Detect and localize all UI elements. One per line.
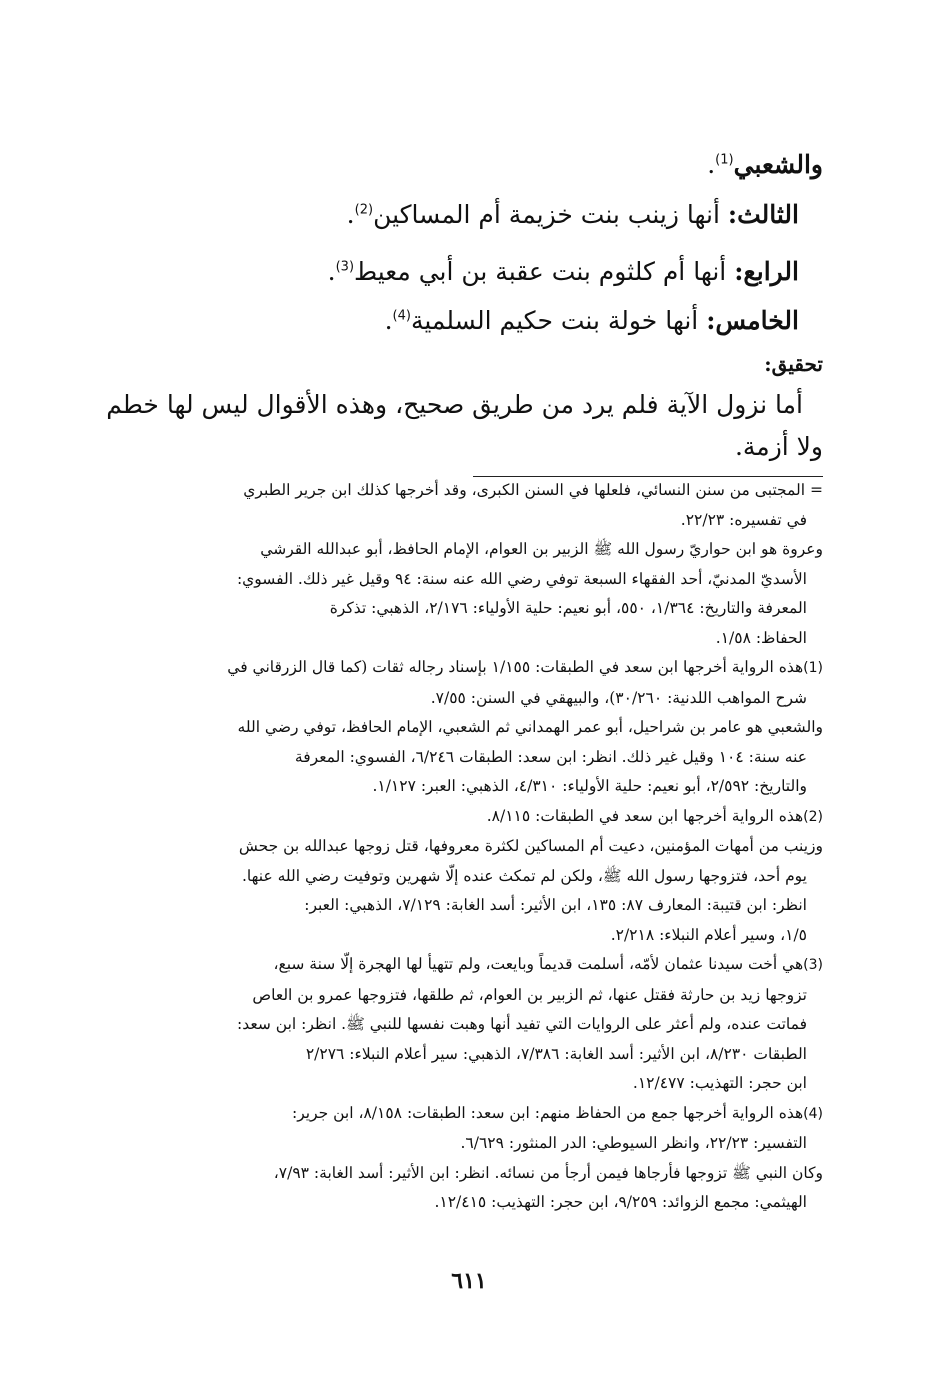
footnote-line: هذه الرواية أخرجها جمع من الحفاظ منهم: ابن سعد: الطبقات: ٨/١٥٨، ابن جرير: xyxy=(291,1103,804,1122)
footnote-line: والتاريخ: ٢/٥٩٢، أبو نعيم: حلية الأولياء: ٤/٣١٠، الذهبي: العبر: ١/١٢٧. xyxy=(372,777,807,795)
continuation-marker: = xyxy=(810,481,823,499)
footnote-ref[interactable]: (2) xyxy=(354,202,374,218)
line-end: . xyxy=(346,200,355,229)
footnote-ref[interactable]: (4) xyxy=(392,308,411,324)
footnote-line: هذه الرواية أخرجها ابن سعد في الطبقات: ٨/١١٥. xyxy=(486,806,804,825)
footnote-line: والشعبي هو عامر بن شراحيل، أبو عمر الهمداني ثم الشعبي، الإمام الحافظ، توفي رضي الله xyxy=(237,718,823,736)
line-label: الثالث: xyxy=(727,200,799,229)
footnote-line: فماتت عنده، ولم أعثر على الروايات التي تفيد أنها وهبت نفسها للنبي ﷺ. انظر: ابن سعد: xyxy=(237,1015,807,1033)
footnote-line: وزينب من أمهات المؤمنين، دعيت أم المساكين لكثرة معروفها، قتل زوجها عبدالله بن جحش xyxy=(238,837,823,855)
line-end: . xyxy=(384,306,393,335)
footnote-line: انظر: ابن قتيبة: المعارف ٨٧: ١٣٥، ابن الأثير: أسد الغابة: ٧/١٢٩، الذهبي: العبر: xyxy=(304,896,807,914)
footnote-number: (2) xyxy=(803,808,823,825)
footnote-number: (1) xyxy=(803,660,823,676)
line-end: . xyxy=(327,257,336,286)
line-label: الخامس: xyxy=(706,306,799,335)
footnote-line: يوم أحد، فتزوجها رسول الله ﷺ، ولكن لم تمكث عنده إلّا شهرين وتوفيت رضي الله عنها. xyxy=(241,866,807,885)
line-end: . xyxy=(707,150,716,179)
line-text: أنها أم كلثوم بنت عقبة بن أبي معيط xyxy=(354,257,735,286)
line-text: أنها زينب بنت خزيمة أم المساكين xyxy=(373,200,728,229)
footnote-number: (3) xyxy=(803,957,823,973)
footnote-1 xyxy=(135,653,823,802)
footnote-line: عنه سنة: ١٠٤ وقيل غير ذلك. انظر: ابن سعد: الطبقات ٦/٢٤٦، الفسوي: المعرفة xyxy=(294,747,807,766)
main-line-2 xyxy=(130,200,799,229)
main-line-3 xyxy=(130,257,799,286)
footnote-line: شرح المواهب اللدنية: ٣٠/٢٦٠)، والبيهقي في السنن: ٧/٥٥. xyxy=(430,688,807,707)
main-line-1 xyxy=(130,150,823,179)
footnote-line: ١/٥، وسير أعلام النبلاء: ٢/٢١٨. xyxy=(610,925,807,944)
footnote-line: وكان النبي ﷺ تزوجها فأرجاها فيمن أرجأ من نسائه. انظر: ابن الأثير: أسد الغابة: ٧/٩٣، xyxy=(273,1163,823,1182)
line-label: الرابع: xyxy=(734,257,799,286)
footnote-line: المعرفة والتاريخ: ١/٣٦٤، ٥٥٠، أبو نعيم: حلية الأولياء: ٢/١٧٦، الذهبي: تذكرة xyxy=(329,599,807,617)
footnotes xyxy=(135,476,823,1218)
footnote-line: ابن حجر: التهذيب: ١٢/٤٧٧. xyxy=(632,1074,807,1092)
line-text: أنها خولة بنت حكيم السلمية xyxy=(410,306,707,335)
section-heading: تحقيق: xyxy=(764,352,823,376)
footnote-line: في تفسيره: ٢٢/٢٣. xyxy=(680,510,807,529)
page-number: ٦١١ xyxy=(451,1268,487,1294)
footnote-number: (4) xyxy=(803,1105,823,1122)
line-text: والشعبي xyxy=(733,150,823,179)
main-paragraph-line-2: ولا أزمة. xyxy=(734,432,823,461)
footnote-3 xyxy=(135,950,823,1099)
footnote-line: المجتبى من سنن النسائي، فلعلها في السنن الكبرى، وقد أخرجها كذلك ابن جرير الطبري xyxy=(243,481,806,499)
main-line-4 xyxy=(130,306,799,335)
footnote-line: الطبقات ٨/٢٣٠، ابن الأثير: أسد الغابة: ٧/٣٨٦، الذهبي: سير أعلام النبلاء: ٢/٢٧٦ xyxy=(305,1044,807,1063)
footnote-line: وعروة هو ابن حواريّ رسول الله ﷺ الزبير بن العوام، الإمام الحافظ، أبو عبدالله القرشي xyxy=(260,540,823,558)
footnote-2 xyxy=(135,802,823,951)
footnote-line: الحفاظ: ١/٥٨. xyxy=(715,628,807,647)
footnote-line: تزوجها زيد بن حارثة فقتل عنها، ثم الزبير بن العوام، ثم طلقها، فتزوجها عمرو بن العاص xyxy=(252,985,807,1004)
footnote-4 xyxy=(135,1099,823,1218)
footnote-line: هي أخت سيدنا عثمان لأمّه، أسلمت قديماً وبايعت، ولم تتهيأ لها الهجرة إلّا سنة سبع، xyxy=(273,955,804,973)
footnote-continued xyxy=(135,476,823,653)
footnote-ref[interactable]: (3) xyxy=(335,259,355,275)
footnote-line: الهيثمي: مجمع الزوائد: ٩/٢٥٩، ابن حجر: التهذيب: ١٢/٤١٥. xyxy=(434,1193,807,1211)
footnote-line: هذه الرواية أخرجها ابن سعد في الطبقات: ١/١٥٥ بإسناد رجاله ثقات (كما قال الزرقاني في xyxy=(227,658,804,676)
footnote-line: التفسير: ٢٢/٢٣، وانظر السيوطي: الدر المنثور: ٦/٦٢٩. xyxy=(460,1134,807,1152)
footnote-ref[interactable]: (1) xyxy=(715,152,734,168)
main-paragraph-line-1: أما نزول الآية فلم يرد من طريق صحيح، وهذه الأقوال ليس لها خطم xyxy=(106,390,803,419)
footnote-line: الأسديّ المدنيّ، أحد الفقهاء السبعة توفي رضي الله عنه سنة: ٩٤ وقيل غير ذلك. الفسوي: xyxy=(236,569,807,588)
